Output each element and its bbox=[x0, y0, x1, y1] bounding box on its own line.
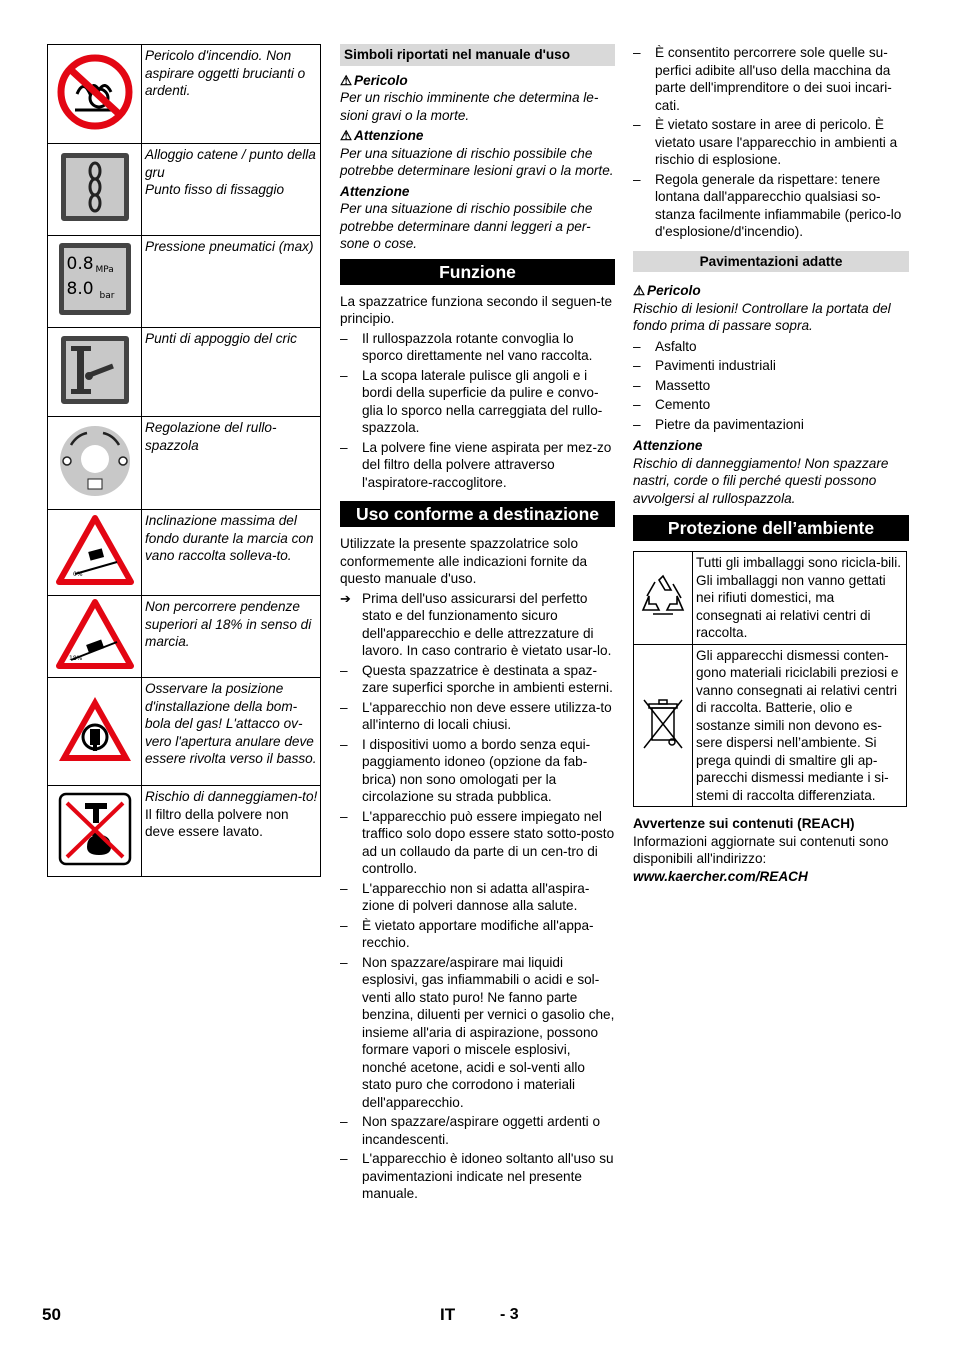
symbol-text: Osservare la posizione d'installazione della bom-bola del gas! L'attacco ov-vero l'apertura anulare deve essere rivolta verso il basso. bbox=[142, 678, 321, 786]
pericolo-label-text: Pericolo bbox=[647, 283, 701, 298]
env-row bbox=[634, 644, 907, 807]
list-item: – Regola generale da rispettare: tenere lontana dall'apparecchio qualsiasi so-stanza facilmente infiammabile (perico-lo d'esplosione/d'incendio). bbox=[633, 171, 902, 239]
symbol-text: Pressione pneumatici (max) bbox=[142, 236, 321, 328]
attenzione-label-text: Attenzione bbox=[354, 128, 424, 143]
warning-triangle-icon: ⚠ bbox=[340, 128, 353, 143]
list-item: – Cemento bbox=[633, 397, 711, 412]
list-item: – Il rullospazzola rotante convoglia lo sporco direttamente nel vano raccolta. bbox=[340, 330, 593, 363]
pressure-bar-unit: bar bbox=[99, 291, 115, 302]
symbol-row bbox=[48, 144, 321, 236]
pressure-mpa-unit: MPa bbox=[95, 265, 114, 276]
pericolo-label-text: Pericolo bbox=[354, 72, 408, 88]
symbol-row bbox=[48, 596, 321, 678]
pericolo-label bbox=[633, 282, 909, 300]
list-item-arrow: ➔ Prima dell'uso assicurarsi del perfetto stato e del funzionamento sicuro dell'apparecchio e delle attrezzature di lavoro. In caso contrario è vietato usar-lo. bbox=[340, 590, 612, 658]
symbol-text: Regolazione del rullo-spazzola bbox=[142, 417, 321, 510]
list-item: – L'apparecchio è idoneo soltanto all'uso su pavimentazioni indicate nel presente manuale. bbox=[340, 1151, 614, 1201]
reach-link[interactable]: www.kaercher.com/REACH bbox=[633, 868, 808, 884]
warning-triangle-icon: ⚠ bbox=[633, 283, 646, 298]
attenzione-label: Attenzione bbox=[633, 438, 703, 453]
symbol-text-italic: Rischio di danneggiamen-to! bbox=[145, 789, 318, 804]
warning-triangle-icon: ⚠ bbox=[340, 72, 353, 88]
symbol-row bbox=[48, 417, 321, 510]
list-item: – Non spazzare/aspirare oggetti ardenti o incandescenti. bbox=[340, 1114, 601, 1147]
language-code: IT bbox=[440, 1305, 456, 1324]
uso-intro: Utilizzate la presente spazzolatrice solo conformemente alle indicazioni fornite da questo manuale d'uso. bbox=[340, 536, 588, 586]
list-item: – È vietato apportare modifiche all'appa-recchio. bbox=[340, 917, 594, 950]
max-slope-warning-icon bbox=[55, 598, 135, 670]
attenzione2-label: Attenzione bbox=[340, 183, 410, 199]
reach-heading: Avvertenze sui contenuti (REACH) bbox=[633, 816, 855, 831]
section-heading-manual-symbols: Simboli riportati nel manuale d'uso bbox=[340, 44, 615, 66]
sub-page-number: - 3 bbox=[500, 1306, 519, 1323]
max-tilt-warning-icon bbox=[55, 514, 135, 586]
symbols-column bbox=[47, 44, 321, 877]
recycle-icon bbox=[637, 570, 689, 622]
env-text: Gli apparecchi dismessi conten-gono materiali riciclabili preziosi e vanno consegnati ai relativi centri di raccolta. Batterie, olio e sostanze simili non devono es-sere dispersi nell’ambiente. Si prega quindi di smaltire gli ap-parecchi dismessi mediante i si-stemi di raccolta differenziata. bbox=[693, 644, 907, 807]
pericolo-text: Per un rischio imminente che determina le-sioni gravi o la morte. bbox=[340, 90, 599, 123]
funzione-intro: La spazzatrice funziona secondo il seguen-te principio. bbox=[340, 293, 613, 326]
attenzione2-text: Per una situazione di rischio possibile che potrebbe determinare danni leggeri a per-sone o cose. bbox=[340, 201, 593, 251]
tire-pressure-icon bbox=[59, 243, 131, 315]
no-wash-filter-icon bbox=[57, 791, 133, 867]
funzione-list bbox=[340, 330, 615, 492]
pressure-bar-value: 8.0 bbox=[66, 279, 94, 300]
list-item: – Asfalto bbox=[633, 338, 697, 354]
list-item: – L'apparecchio non si adatta all'aspira-zione di polveri dannose alla salute. bbox=[340, 880, 590, 913]
list-item: – L'apparecchio non deve essere utilizza-to all'interno di locali chiusi. bbox=[340, 699, 612, 732]
surfaces-list bbox=[633, 338, 909, 434]
symbol-row bbox=[48, 786, 321, 877]
list-item: – Pavimenti industriali bbox=[633, 358, 776, 373]
list-item: – I dispositivi uomo a bordo senza equi-paggiamento idoneo (opzione da fab-brica) non sono omologati per la circolazione su strada pubblica. bbox=[340, 736, 591, 804]
env-row bbox=[634, 552, 907, 645]
page-number: 50 bbox=[42, 1305, 61, 1324]
right-column bbox=[633, 44, 909, 885]
arrow-icon: ➔ bbox=[340, 590, 351, 606]
section-heading-uso-conforme: Uso conforme a destinazione bbox=[340, 501, 615, 527]
reach-text: Informazioni aggiornate sui contenuti sono disponibili all'indirizzo: bbox=[633, 833, 889, 866]
jack-point-icon bbox=[59, 334, 131, 406]
attenzione-text: Rischio di danneggiamento! Non spazzare nastri, corde o fili perché questi possono avvolgersi al rullospazzola. bbox=[633, 455, 889, 506]
symbol-row bbox=[48, 328, 321, 417]
symbol-row bbox=[48, 510, 321, 596]
tilt-label: 0% bbox=[72, 571, 83, 579]
uso-list bbox=[340, 590, 615, 1203]
pericolo-label bbox=[340, 72, 615, 90]
environment-table bbox=[633, 551, 907, 807]
symbol-text: Punti di appoggio del cric bbox=[142, 328, 321, 417]
list-item: – Pietre da pavimentazioni bbox=[633, 416, 804, 432]
list-item: – È vietato sostare in aree di pericolo. È vietato usare l'apparecchio in ambienti a rischio di esplosione. bbox=[633, 117, 898, 167]
list-item: – Questa spazzatrice è destinata a spaz-zare superfici sporche in ambienti esterni. bbox=[340, 662, 613, 695]
pressure-mpa-value: 0.8 bbox=[66, 254, 94, 275]
roller-brush-adjust-icon bbox=[57, 423, 133, 499]
section-heading-pavimentazioni: Pavimentazioni adatte bbox=[633, 251, 909, 273]
crossed-bin-icon bbox=[640, 692, 686, 754]
symbol-text: Non percorrere pendenze superiori al 18% in senso di marcia. bbox=[142, 596, 321, 678]
no-burning-objects-icon bbox=[55, 52, 135, 132]
list-item: – Non spazzare/aspirare mai liquidi esplosivi, gas infiammabili o acidi e sol-venti allo stato puro! Ne fanno parte benzina, diluenti per vernici o gasolio che, insieme all'aria di aspirazione, possono formare vapori o miscele esplosivi, nonché acetone, acidi e sol-venti allo stato puro che corrodono i materiali dell'apparecchio. bbox=[340, 954, 615, 1110]
symbols-table bbox=[47, 44, 321, 877]
attenzione-text: Per una situazione di rischio possibile che potrebbe determinare lesioni gravi o la morte. bbox=[340, 145, 614, 178]
gas-bottle-warning-icon bbox=[55, 693, 135, 765]
slope-label: 18% bbox=[68, 655, 82, 663]
symbol-text: Il filtro della polvere non deve essere lavato. bbox=[145, 806, 289, 839]
middle-column bbox=[340, 44, 615, 1205]
list-item: – La polvere fine viene aspirata per mez-zo del filtro della polvere attraverso l'aspiratore-raccoglitore. bbox=[340, 439, 612, 490]
list-item: – È consentito percorrere sole quelle su-perfici adibite all'uso della macchina da parte dell'imprenditore o dei suoi incari-cati. bbox=[633, 45, 892, 113]
section-heading-funzione: Funzione bbox=[340, 259, 615, 285]
env-text: Tutti gli imballaggi sono ricicla-bili. Gli imballaggi non vanno gettati nei rifiuti domestici, ma consegnati ai relativi centri di raccolta. bbox=[693, 552, 907, 645]
symbol-text: Alloggio catene / punto della gru Punto fisso di fissaggio bbox=[142, 144, 321, 236]
uso-list-continued bbox=[633, 44, 909, 241]
attenzione-label bbox=[340, 127, 615, 145]
chain-anchor-icon bbox=[59, 151, 131, 223]
symbol-row bbox=[48, 678, 321, 786]
list-item: – La scopa laterale pulisce gli angoli e i bordi della superficie da pulire e convo-glia lo sporco nella carreggiata del rullo-spazzola. bbox=[340, 367, 603, 435]
symbol-text: Pericolo d'incendio. Non aspirare oggetti brucianti o ardenti. bbox=[142, 45, 321, 144]
symbol-row bbox=[48, 45, 321, 144]
section-heading-protezione-ambiente: Protezione dell’ambiente bbox=[633, 515, 909, 541]
symbol-row bbox=[48, 236, 321, 328]
list-item: – Massetto bbox=[633, 377, 711, 393]
list-item: – L'apparecchio può essere impiegato nel traffico solo dopo essere stato sotto-posto ad un collaudo da parte di un cen-tro di controllo. bbox=[340, 808, 615, 876]
symbol-text: Inclinazione massima del fondo durante la marcia con vano raccolta solleva-to. bbox=[142, 510, 321, 596]
pericolo-text: Rischio di lesioni! Controllare la portata del fondo prima di passare sopra. bbox=[633, 300, 891, 333]
